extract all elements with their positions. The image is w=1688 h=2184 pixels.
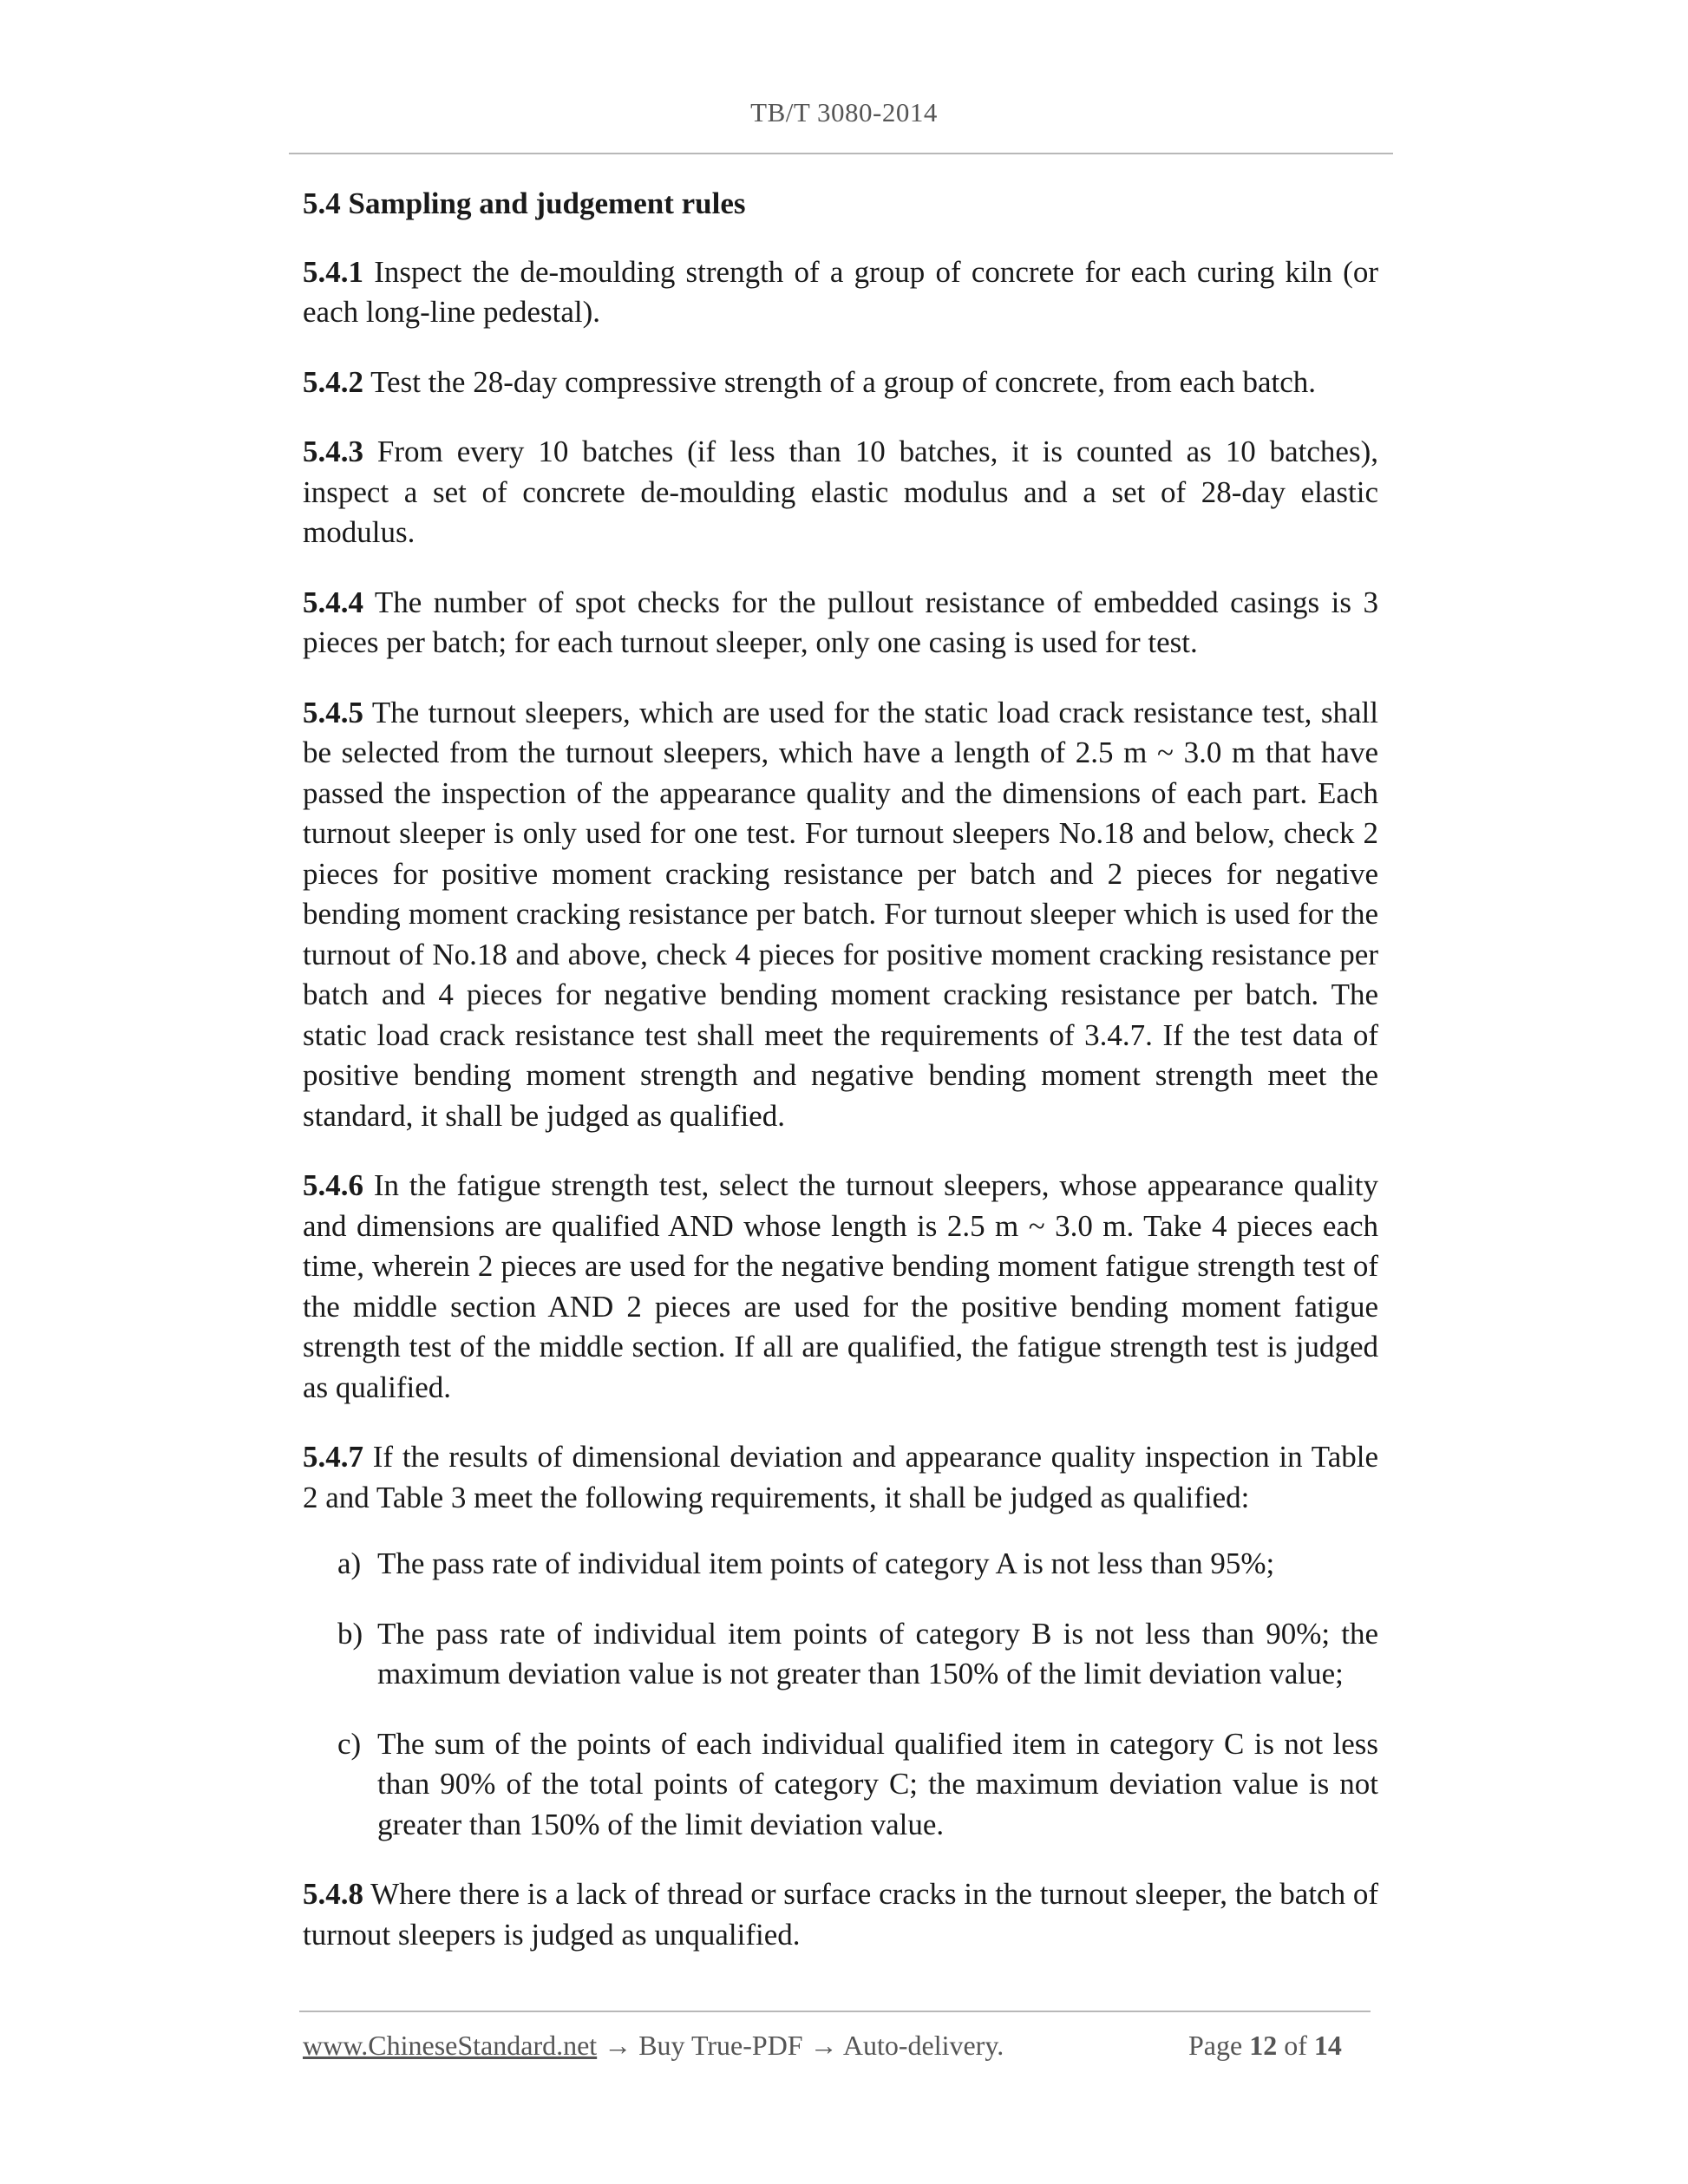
site-link[interactable]: www.ChineseStandard.net (303, 2030, 598, 2061)
list-item-b (303, 1614, 1378, 1695)
list-marker: a) (337, 1546, 362, 1580)
clause-text: The turnout sleepers, which are used for the static load crack resistance test, shall be selected from the turnout sleepers, which have a length of 2.5 m ~ 3.0 m that have passed the inspection of the appearance quality and the dimensions of each part. Each turnout sleeper is only used for one test. For turnout sleepers No.18 and below, check 2 pieces for positive moment cracking resistance per batch and 2 pieces for negative bending moment cracking resistance per batch. For turnout sleeper which is used for the turnout of No.18 and above, check 4 pieces for positive moment cracking resistance per batch and 4 pieces for negative bending moment cracking resistance per batch. The static load crack resistance test shall meet the requirements of 3.4.7. If the test data of positive bending moment strength and negative bending moment strength meet the standard, it shall be judged as qualified. (303, 695, 1378, 1133)
clause-5-4-2 (303, 363, 1378, 403)
list-item-text: The sum of the points of each individual qualified item in category C is not less than 90% of the total points of category C; the maximum deviation value is not greater than 150% of the limit deviation value. (377, 1726, 1378, 1841)
arrow-right-icon: → (604, 2030, 632, 2061)
page-current: 12 (1249, 2030, 1278, 2061)
clause-5-4-5 (303, 693, 1378, 1137)
footer-promo (303, 2030, 1004, 2062)
clause-text: Where there is a lack of thread or surface cracks in the turnout sleeper, the batch of turnout sleepers is judged as unqualified. (303, 1877, 1378, 1952)
list-item-c (303, 1724, 1378, 1846)
header-divider (289, 153, 1393, 154)
clause-number: 5.4.6 (303, 1168, 363, 1202)
clause-number: 5.4.4 (303, 585, 363, 619)
document-code-header: TB/T 3080-2014 (750, 97, 938, 128)
buy-text: Buy True-PDF (638, 2030, 803, 2061)
clause-text: Inspect the de-moulding strength of a group of concrete for each curing kiln (or each long-line pedestal). (303, 254, 1378, 329)
clause-5-4-1 (303, 252, 1378, 333)
clause-5-4-7 (303, 1437, 1378, 1518)
list-item-a (303, 1544, 1378, 1585)
clause-5-4-3 (303, 432, 1378, 553)
list-marker: b) (337, 1616, 363, 1651)
clause-number: 5.4.7 (303, 1440, 363, 1474)
arrow-right-icon: → (809, 2030, 838, 2061)
page-label: Page (1188, 2030, 1243, 2061)
clause-number: 5.4.8 (303, 1877, 363, 1911)
list-item-text: The pass rate of individual item points of category B is not less than 90%; the maximum deviation value is not greater than 150% of the limit deviation value; (377, 1616, 1378, 1690)
page-total: 14 (1313, 2030, 1342, 2061)
page-indicator (1188, 2030, 1342, 2062)
clause-text: From every 10 batches (if less than 10 batches, it is counted as 10 batches), inspect a set of concrete de-moulding elastic modulus and a set of 28-day elastic modulus. (303, 435, 1378, 549)
clause-number: 5.4.5 (303, 695, 363, 729)
delivery-text: Auto-delivery. (842, 2030, 1004, 2061)
clause-text: In the fatigue strength test, select the turnout sleepers, whose appearance quality and dimensions are qualified AND whose length is 2.5 m ~ 3.0 m. Take 4 pieces each time, wherein 2 pieces are used for the negative bending moment fatigue strength test of the middle section AND 2 pieces are used for the positive bending moment fatigue strength test of the middle section. If all are qualified, the fatigue strength test is judged as qualified. (303, 1168, 1378, 1404)
clause-number: 5.4.1 (303, 254, 363, 289)
page-body (303, 184, 1378, 1985)
list-marker: c) (337, 1726, 362, 1761)
requirements-list (303, 1544, 1378, 1845)
section-heading: 5.4 Sampling and judgement rules (303, 186, 746, 220)
footer-divider (299, 2011, 1371, 2012)
clause-text: Test the 28-day compressive strength of a group of concrete, from each batch. (363, 364, 1317, 399)
clause-number: 5.4.2 (303, 364, 363, 399)
clause-text: The number of spot checks for the pullout resistance of embedded casings is 3 pieces per batch; for each turnout sleeper, only one casing is used for test. (303, 585, 1378, 659)
clause-5-4-6 (303, 1166, 1378, 1408)
of-label: of (1284, 2030, 1307, 2061)
list-item-text: The pass rate of individual item points of category A is not less than 95%; (377, 1546, 1275, 1580)
clause-text: If the results of dimensional deviation and appearance quality inspection in Table 2 and Table 3 meet the following requirements, it shall be judged as qualified: (303, 1440, 1378, 1514)
clause-5-4-8 (303, 1874, 1378, 1955)
clause-5-4-4 (303, 583, 1378, 664)
clause-number: 5.4.3 (303, 435, 363, 468)
